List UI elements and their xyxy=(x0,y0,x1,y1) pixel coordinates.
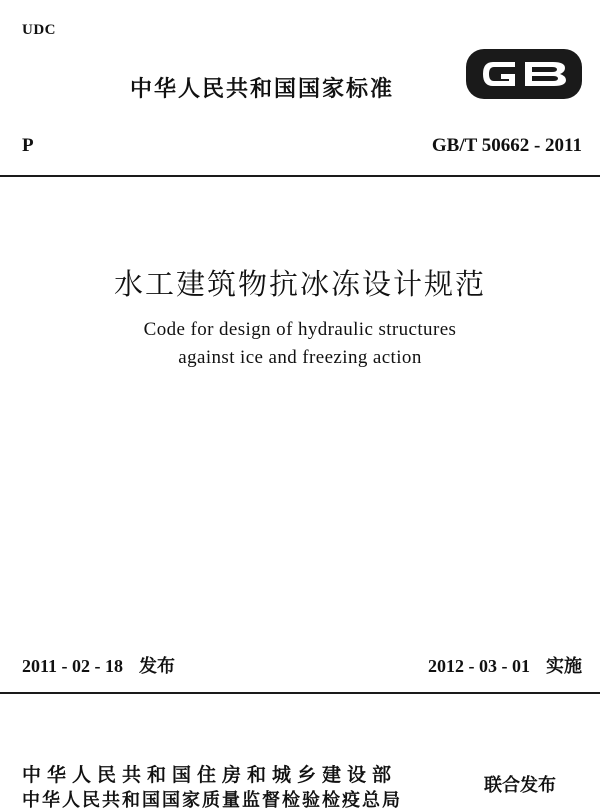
document-title-english-line1: Code for design of hydraulic structures xyxy=(143,319,457,340)
document-title-chinese: 水工建筑物抗冰冻设计规范 xyxy=(113,267,486,301)
national-standard-heading: 中华人民共和国国家标准 xyxy=(130,77,395,102)
udc-label: UDC xyxy=(22,22,56,38)
bottom-divider xyxy=(0,692,600,694)
classification-code: P xyxy=(22,135,34,156)
issuer-aqsiq: 中华人民共和国国家质量监督检验检疫总局 xyxy=(22,790,402,811)
issuer-ministry: 中华人民共和国住房和城乡建设部 xyxy=(22,764,398,786)
issue-date: 2011 - 02 - 18 xyxy=(22,656,123,676)
top-divider xyxy=(0,175,600,177)
joint-issue-label: 联合发布 xyxy=(484,775,556,796)
issue-date-block xyxy=(22,652,175,678)
standard-number: GB/T 50662 - 2011 xyxy=(431,135,582,156)
gb-logo xyxy=(465,48,583,100)
implementation-date-block xyxy=(428,652,582,678)
implementation-date: 2012 - 03 - 01 xyxy=(428,656,530,676)
issue-label: 发布 xyxy=(139,656,175,677)
document-title-english-line2: against ice and freezing action xyxy=(178,347,422,368)
implementation-label: 实施 xyxy=(546,656,582,677)
